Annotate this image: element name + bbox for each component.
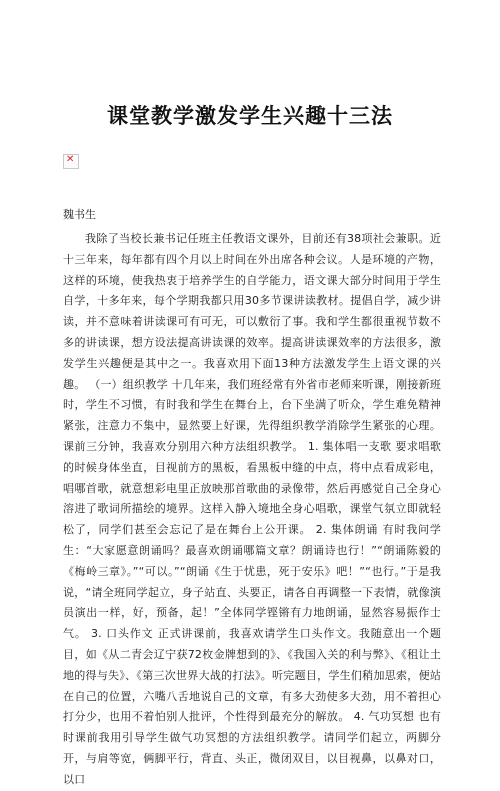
broken-image-icon [63, 154, 79, 169]
author-name: 魏书生 [63, 208, 96, 221]
body-paragraph: 我除了当校长兼书记任班主任教语文课外，目前还有38项社会兼职。近十三年来，每年都有四个月以上时间在外出席各种会议。人是环境的产物，这样的环境，使我热衷于培养学生的自学能力，语文课大部分时间用于学生自学，十多年来，每个学期我都只用30多节课讲读教材。提倡自学，减少讲读，并不意味着讲读课可有可无，可以敷衍了事。我和学生都很重视节数不多的讲读课，想方设法提高讲读课的效率。提高讲读课效率的方法很多，激发学生兴趣便是其中之一。我喜欢用下面13种方法激发学生上语文课的兴趣。 （一）组织教学 十几年来，我们班经常有外省市老师来听课，刚接新班时，学生不习惯，有时我和学生在舞台上，台下坐满了听众，学生难免精神紧张，注意力不集中，显然要上好课，先得组织教学消除学生紧张的心理。课前三分钟，我喜欢分别用六种方法组织教学。 1. 集体唱一支歌 要求唱歌的时候身体坐直，目视前方的黑板，看黑板中缝的中点，将中点看成彩电，唱哪首歌，就意想彩电里正放映那首歌曲的录像带，然后再感觉自己全身心溶进了歌词所描绘的境界。这样入静入境地全身心唱歌，课堂气氛立即就轻松了，同学们甚至会忘记了是在舞台上公开课。 2. 集体朗诵 有时我问学生：“大家愿意朗诵吗？最喜欢朗诵哪篇文章？朗诵诗也行！”“朗诵陈毅的《梅岭三章》。”“可以。”“朗诵《生于忧患，死于安乐》吧！”“也行。”于是我说，“请全班同学起立，身子站直、头要正，请各自再调整一下表情，就像演员演出一样，好，预备，起！”全体同学铿锵有力地朗诵，显然容易振作士气。 3. 口头作文 正式讲课前，我喜欢请学生口头作文。我随意出一个题目，如《从二青会辽宁获72枚金牌想到的》、《我国入关的利与弊》、《租让土地的得与失》、《第三次世界大战的打法》。听完题目，学生们稍加思索，便站在自己的位置，六嘴八舌地说自己的文章，有多大劲使多大劲，用不着担心打分少，也用不着怕别人批评，个性得到最充分的解放。 4. 气功冥想 也有时课前我用引导学生做气功冥想的方法组织教学。请同学们起立，两脚分开，与肩等宽，俩脚平行，背直、头正，微闭双目，以目视鼻，以鼻对口，以口 [63, 232, 441, 786]
document-title: 课堂教学激发学生兴趣十三法 [107, 104, 393, 128]
